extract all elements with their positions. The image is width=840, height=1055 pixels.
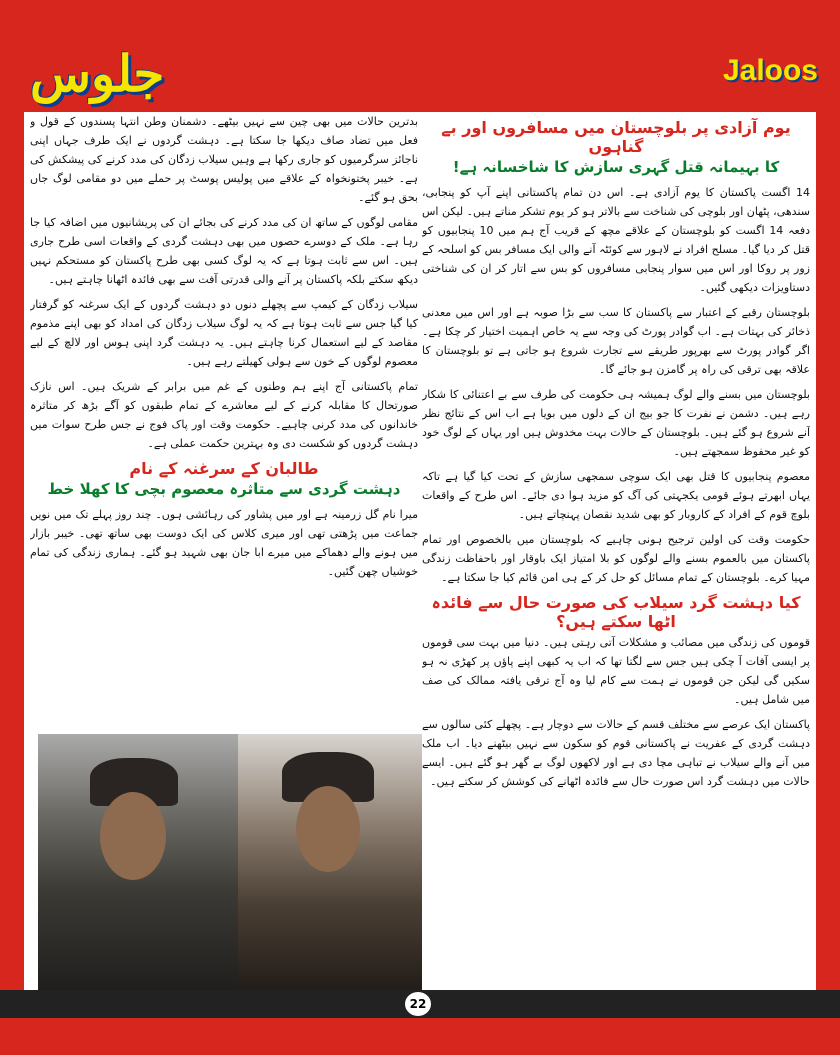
article-paragraph: بلوچستان رقبے کے اعتبار سے پاکستان کا سب سے بڑا صوبہ ہے اور اس میں معدنی ذخائر کی بہتات ہے۔ اب گوادر پورٹ کی وجہ سے یہ خاص اہمیت اختیار کر چکا ہے۔ اگر گوادر پورٹ سے بھرپور طریقے سے تجارت شروع ہو جاتی ہے تو بلوچستان کا علاقہ بھی ترقی کی راہ پر گامزن ہو جائے گا۔ bbox=[422, 306, 810, 376]
face-shape bbox=[296, 786, 360, 872]
letter-subheadline: دہشت گردی سے متاثرہ معصوم بچی کا کھلا خط bbox=[47, 480, 401, 498]
face-shape bbox=[100, 792, 166, 880]
page-number: 22 bbox=[405, 992, 431, 1016]
article-paragraph: مقامی لوگوں کے ساتھ ان کی مدد کرنے کی بجائے ان کی پریشانیوں میں اضافہ کیا جا رہا ہے۔ ملک کے دوسرے حصوں میں بھی دہشت گردی کے واقعات اسی طرح جاری ہیں۔ اس سے ثابت ہوتا ہے کہ یہ لوگ کسی بھی طرح پاکستان کو مستحکم نہیں دیکھ سکتے بلکہ پاکستان پر آنے والی قدرتی آفت سے بھی فائدہ اٹھانا چاہتے ہیں۔ bbox=[30, 216, 418, 286]
portrait-photo bbox=[238, 734, 422, 996]
photo-strip bbox=[38, 734, 422, 996]
right-column bbox=[422, 112, 810, 990]
portrait-photo bbox=[38, 734, 238, 996]
footer-bar bbox=[0, 990, 840, 1018]
headline-line-2: کا بہیمانہ قتل گہری سازش کا شاخسانہ ہے! bbox=[452, 158, 780, 176]
content-panel bbox=[24, 112, 816, 990]
article-paragraph: بدترین حالات میں بھی چین سے نہیں بیٹھے۔ دشمنان وطن انتہا پسندوں کے قول و فعل میں تضاد صاف دیکھا جا سکتا ہے۔ دہشت گردوں نے ایک طرف جہاں اپنی ناجائز سرگرمیوں کو جاری رکھا ہے وہیں سیلاب زدگان کی مدد کرنے کی پیشکش کی ہے۔ خیبر پختونخواہ کے علاقے میں پولیس پوسٹ پر حملے میں دو مقامی لوگ جاں بحق ہو گئے۔ bbox=[30, 115, 418, 204]
footer-band bbox=[0, 1018, 840, 1055]
article-paragraph: حکومت وقت کی اولین ترجیح ہونی چاہیے کہ بلوچستان میں بالخصوص اور تمام پاکستان میں بالعموم بسنے والے لوگوں کو بلا امتیاز ایک باوقار اور باحفاظت زندگی مہیا کرے۔ بلوچستان کے تمام مسائل کو حل کر کے ہی امن قائم کیا جا سکتا ہے۔ bbox=[422, 533, 810, 584]
article-paragraph: پاکستان ایک عرصے سے مختلف قسم کے حالات سے دوچار ہے۔ پچھلے کئی سالوں سے دہشت گردی کے عفریت نے پاکستانی قوم کو سکون سے نہیں بیٹھنے دیا۔ اب ملک میں آنے والے سیلاب نے تباہی مچا دی ہے اور لاکھوں لوگ بے گھر ہو گئے ہیں۔ ایسے حالات میں دہشت گرد اس صورت حال سے فائدہ اٹھانے کی کوشش کر سکتے ہیں۔ bbox=[422, 718, 810, 788]
article-paragraph: معصوم پنجابیوں کا قتل بھی ایک سوچی سمجھی سازش کے تحت کیا گیا ہے تاکہ یہاں ابھرتے ہوئے قومی یکجہتی کی آگ کو مزید ہوا دی جائے۔ اس طرح کے واقعات بلوچ قوم کے افراد کے کاروبار کو بھی شدید نقصان پہنچاتے ہیں۔ bbox=[422, 470, 810, 521]
subheadline: کیا دہشت گرد سیلاب کی صورت حال سے فائدہ اٹھا سکتے ہیں؟ bbox=[431, 593, 801, 631]
brand-title: Jaloos bbox=[722, 54, 818, 87]
headline-line-1: یوم آزادی پر بلوچستان میں مسافروں اور بے گناہوں bbox=[441, 118, 791, 156]
article-paragraph: قوموں کی زندگی میں مصائب و مشکلات آتی رہتی ہیں۔ دنیا میں بہت سی قوموں پر ایسی آفات آ چکی ہیں جس سے لگتا تھا کہ اب یہ کبھی اپنے پاؤں پر کھڑی نہ ہو سکیں گی لیکن جن قوموں نے ہمت سے کام لیا وہ آج ترقی یافتہ ممالک کی صف میں شامل ہیں۔ bbox=[422, 636, 810, 706]
letter-headline: طالبان کے سرغنہ کے نام bbox=[129, 459, 319, 478]
article-paragraph: سیلاب زدگان کے کیمپ سے پچھلے دنوں دو دہشت گردوں کے ایک سرغنہ کو گرفتار کیا گیا جس سے ثابت ہوتا ہے کہ یہ لوگ سیلاب زدگان کی امداد کو بھی اپنے مذموم مقاصد کے لیے استعمال کرنا چاہتے ہیں۔ یہ دہشت گرد اپنی ہوس اور لالچ کے لیے معصوم لوگوں کے خون سے ہولی کھیلتے رہے ہیں۔ bbox=[30, 298, 418, 368]
article-paragraph: بلوچستان میں بسنے والے لوگ ہمیشہ ہی حکومت کی طرف سے بے اعتنائی کا شکار رہے ہیں۔ دشمن نے نفرت کا جو بیج ان کے دلوں میں بویا ہے اب اس کے نتائج نظر آنے شروع ہو گئے ہیں۔ بلوچستان کے حالات بہت مخدوش ہیں اور یہاں کے لوگ خود کو غیر محفوظ سمجھتے ہیں۔ bbox=[422, 388, 810, 458]
article-paragraph: تمام پاکستانی آج اپنے ہم وطنوں کے غم میں برابر کے شریک ہیں۔ اس نازک صورتحال کا مقابلہ کرنے کے لیے معاشرے کے تمام طبقوں کو آگے بڑھ کر متاثرہ خاندانوں کی مدد کرنی چاہیے۔ حکومت وقت اور پاک فوج نے جس طرح سوات میں دہشت گردوں کو شکست دی وہ بہترین حکمت عملی ہے۔ bbox=[30, 380, 418, 450]
footer bbox=[0, 990, 840, 1055]
letter-text: میرا نام گل زرمینہ ہے اور میں پشاور کی رہائشی ہوں۔ چند روز پہلے تک میں نویں جماعت میں پڑھتی تھی اور میری کلاس کی ایک دوست بھی ساتھ تھی۔ خیبر بازار میں ہونے والے دھماکے میں میرے ابا جان بھی شہید ہو گئے۔ ہماری زندگی کی تمام خوشیاں چھن گئیں۔ bbox=[30, 508, 418, 578]
article-paragraph: 14 اگست پاکستان کا یوم آزادی ہے۔ اس دن تمام پاکستانی اپنے آپ کو پنجابی، سندھی، پٹھان اور بلوچی کی شناخت سے بالاتر ہو کر یوم تشکر مناتے ہیں۔ لیکن اس دفعہ 14 اگست کو بلوچستان کے علاقے مچھ کے قریب آج ہم میں 10 پنجابیوں کو قتل کر دیا گیا۔ مسلح افراد نے لاہور سے کوئٹہ آنے والی ایک مسافر بس کو اسلحہ کے زور پر روکا اور اس میں سوار پنجابی مسافروں کو بس سے اتار کر ان کی شناختی دستاویزات دیکھی گئیں۔ bbox=[422, 186, 810, 294]
header bbox=[0, 0, 840, 112]
logo: جلوس bbox=[30, 44, 165, 103]
